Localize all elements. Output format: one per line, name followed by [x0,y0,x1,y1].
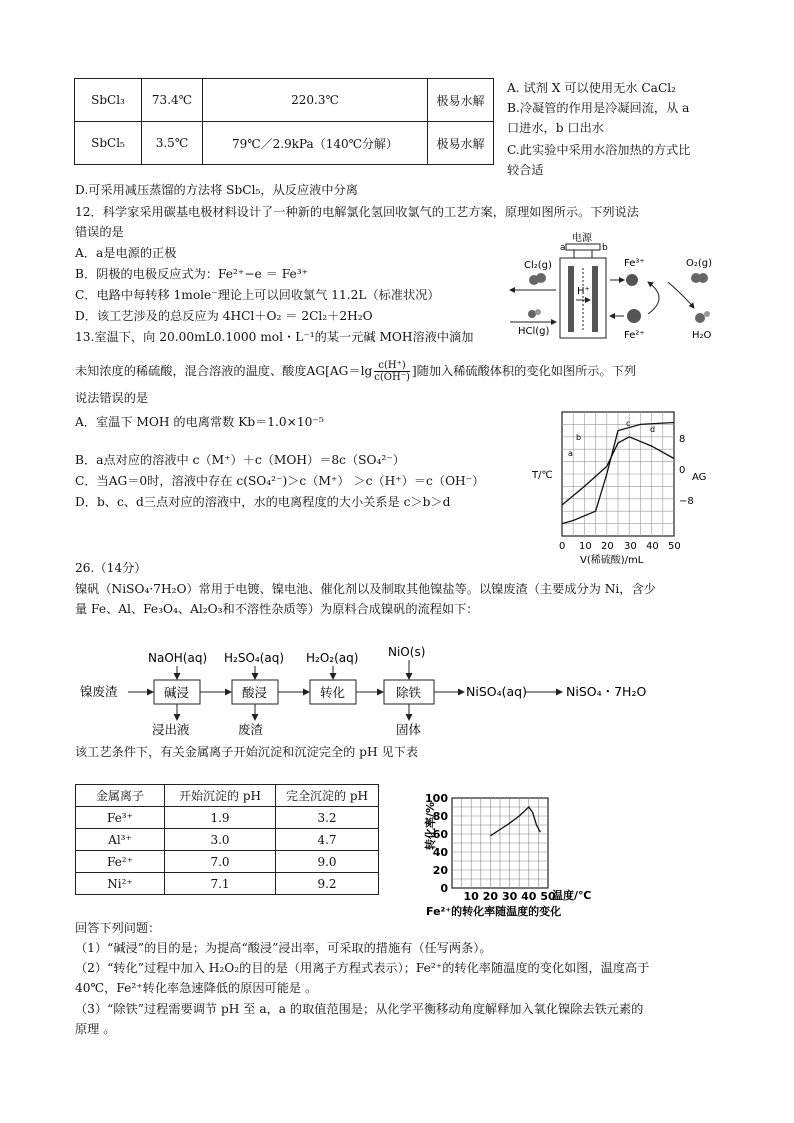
y-tick-label: 0 [440,882,448,895]
point-label-d: d [650,425,656,434]
q12-option-b: B．阴极的电极反应式为：Fe²⁺−e ＝ Fe³⁺ [75,267,309,281]
table-cell: 3.5℃ [142,122,203,165]
x-tick-label: 30 [624,541,637,552]
sub-question-1: （1）“碱浸”的目的是；为提高“酸浸”浸出率，可采取的措施有（任写两条）。 [75,941,492,955]
column-header: 金属离子 [76,785,165,807]
table-cell: 220.3℃ [203,79,428,122]
sub-question-2: （2）“转化”过程中加入 H₂O₂的目的是（用离子方程式表示）；Fe²⁺的转化率随温度的变化如图，温度高于 [75,961,650,975]
q13-stem: 13.室温下，向 20.00mL0.1000 mol・L⁻¹的某一元碱 MOH溶液中滴加 [75,330,474,344]
q26-paragraph-cont: 量 Fe、Al、Fe₃O₄、Al₂O₃和不溶性杂质等）为原料合成镍矾的流程如下： [75,602,479,616]
table-cell: Fe³⁺ [76,807,165,829]
fe2-ion [627,309,641,323]
sub-question-2-cont: 40℃，Fe²⁺转化率急速降低的原因可能是 。 [75,981,318,995]
q11-option-d: D.可采用减压蒸馏的方法将 SbCl₅，从反应液中分离 [75,183,358,197]
table-row [76,829,379,851]
x-tick-label: 30 [501,890,518,903]
output-leachate: 浸出液 [152,722,190,737]
fe3-ion [626,274,638,286]
sb-properties-table [74,78,494,165]
table-row [75,79,494,122]
q11-option-c-cont: 较合适 [507,163,544,177]
point-label-c: c [626,419,631,428]
cycle-arrow [668,282,694,308]
h2o-label: H₂O [692,330,712,341]
q13-stem-cont [75,360,636,383]
y2-tick-label: −8 [679,496,694,507]
q26-paragraph: 镍矾（NiSO₄·7H₂O）常用于电镀、镍电池、催化剂以及制取其他镍盐等。以镍废渣（主要成分为 Ni，含少 [75,582,656,596]
y-tick-label: 80 [432,810,448,823]
x-tick-label: 50 [668,541,681,552]
table-cell: 9.0 [276,851,379,873]
q13-option-a: A．室温下 MOH 的电离常数 Kb＝1.0×10⁻⁵ [75,415,324,429]
step-conversion-label: 转化 [320,685,346,700]
table-cell: 极易水解 [428,122,494,165]
ag-fraction [374,360,410,383]
q12-option-d: D．该工艺涉及的总反应为 4HCl＋O₂ ＝ 2Cl₂＋2H₂O [75,309,373,323]
y2-tick-label: 0 [679,465,686,476]
y2-axis-label: AG [692,472,707,483]
ph-table [75,784,379,895]
step-acid-leach-label: 酸浸 [242,685,268,700]
titration-chart [530,406,710,566]
table-cell: Al³⁺ [76,829,165,851]
process-flowchart [78,640,678,740]
reagent-h2o2: H₂O₂(aq) [306,651,359,665]
h2o-molecule [695,313,705,323]
table-cell: 1.9 [165,807,276,829]
cl2-label: Cl₂(g) [524,260,552,271]
sub-question-3: （3）“除铁”过程需要调节 pH 至 a，a 的取值范围是；从化学平衡移动角度解释加入氧化镍除去铁元素的 [75,1002,644,1016]
terminal-a-label: a [560,243,566,253]
table-header-row [76,785,379,807]
q12-stem: 12．科学家采用碳基电极材料设计了一种新的电解氯化氢回收氯气的工艺方案，原理如图所示。下列说法 [75,205,639,219]
cathode-electrode [592,266,598,332]
table-cell: 极易水解 [428,79,494,122]
power-source [566,244,600,250]
table-cell: SbCl₅ [75,122,142,165]
o2-molecule [698,273,708,283]
column-header: 开始沉淀的 pH [165,785,276,807]
y2-tick-label: 8 [679,434,686,445]
q11-option-b: B.冷凝管的作用是冷凝回流，从 a [507,101,690,115]
table-cell: 73.4℃ [142,79,203,122]
product-nickel-sulfate-solution: NiSO₄(aq) [466,684,527,699]
h2o-molecule [704,311,710,317]
fe2-label: Fe²⁺ [624,330,645,341]
column-header: 完全沉淀的 pH [276,785,379,807]
o2-label: O₂(g) [686,258,713,269]
reagent-h2so4: H₂SO₄(aq) [224,651,285,665]
y-tick-label: 40 [432,846,448,859]
table-row [76,807,379,829]
flow-start: 镍废渣 [80,684,118,699]
x-tick-label: 20 [601,541,614,552]
table-row [76,873,379,895]
table-cell: 79℃／2.9kPa（140℃分解） [203,122,428,165]
x-tick-label: 0 [559,541,566,552]
y-axis-label: T/℃ [532,470,553,481]
table-cell: 7.1 [165,873,276,895]
q26-title: 26.（14分） [75,561,147,575]
x-tick-label: 20 [482,890,499,903]
point-label-b: b [576,433,582,442]
table-row [75,122,494,165]
x-tick-label: 10 [463,890,479,903]
reagent-naoh: NaOH(aq) [148,651,208,665]
fraction-denominator: c(OH⁻) [374,372,410,383]
hcl-molecule [535,309,541,315]
terminal-b-label: b [602,243,608,253]
table-cell: SbCl₃ [75,79,142,122]
point-label-a: a [568,449,573,458]
electrolysis-diagram [488,228,728,348]
q13-option-b: B．a点对应的溶液中 c（M⁺）＋c（MOH）＝8c（SO₄²⁻） [75,453,405,467]
q12-option-a: A．a是电源的正极 [75,246,177,260]
x-tick-label: 10 [579,541,592,552]
power-source-label: 电源 [572,233,592,244]
output-waste-residue: 废渣 [238,722,264,737]
q13-stem-part: ]随加入稀硫酸体积的变化如图所示。下列 [411,364,637,378]
reagent-nio: NiO(s) [388,645,426,659]
table-cell: Ni²⁺ [76,873,165,895]
answer-heading: 回答下列问题： [75,921,161,935]
q13-stem-cont: 说法错误的是 [75,391,149,405]
output-solid: 固体 [396,722,422,737]
q13-option-d: D．b、c、d三点对应的溶液中，水的电离程度的大小关系是 c＞b＞d [75,495,451,509]
chart-title: Fe²⁺的转化率随温度的变化 [426,905,562,918]
x-axis-label: 温度/℃ [552,889,592,902]
product-nickel-sulfate-heptahydrate: NiSO₄・7H₂O [566,684,647,699]
table-cell: 7.0 [165,851,276,873]
conversion-series-line [490,807,540,836]
hcl-molecule [528,310,536,318]
y-tick-label: 100 [425,792,448,805]
table-cell: Fe²⁺ [76,851,165,873]
x-tick-label: 40 [646,541,659,552]
q11-option-b-cont: 口进水，b 口出水 [507,121,604,135]
q12-stem-cont: 错误的是 [75,225,124,239]
q11-option-c: C.此实验中采用水浴加热的方式比 [507,143,691,157]
table-cell: 4.7 [276,829,379,851]
y-axis-label: 转化率/% [424,801,437,850]
step-alkali-leach-label: 碱浸 [164,685,190,700]
table-intro: 该工艺条件下，有关金属离子开始沉淀和沉淀完全的 pH 见下表 [75,745,419,759]
x-tick-label: 50 [540,890,556,903]
cl2-molecule [536,273,546,283]
anode-electrode [568,266,574,332]
fe3-label: Fe³⁺ [624,258,645,269]
x-axis-label: V(稀硫酸)/mL [580,555,644,566]
q13-stem-part: 未知浓度的稀硫酸，混合溶液的温度、酸度AG[AG＝lg [75,364,373,378]
q11-option-a: A. 试剂 X 可以使用无水 CaCl₂ [507,81,677,95]
hcl-label: HCl(g) [518,326,550,337]
conversion-rate-chart [402,790,602,922]
step-iron-removal-label: 除铁 [396,685,422,700]
y-tick-label: 20 [432,864,448,877]
q12-option-c: C．电路中每转移 1mole⁻理论上可以回收氯气 11.2L（标准状况） [75,288,440,302]
chart-grid [452,798,548,888]
q13-option-c: C．当AG＝0时，溶液中存在 c(SO₄²⁻)＞c（M⁺） ＞c（H⁺）＝c（OH⁻） [75,474,485,488]
x-tick-label: 40 [521,890,537,903]
x-tick-labels [464,890,556,903]
y-tick-label: 60 [432,828,448,841]
table-cell: 9.2 [276,873,379,895]
table-cell: 3.0 [165,829,276,851]
table-cell: 3.2 [276,807,379,829]
fraction-numerator: c(H⁺) [374,360,410,372]
table-row [76,851,379,873]
sub-question-3-cont: 原理 。 [75,1022,116,1036]
h-plus-label: H⁺ [577,286,590,297]
cycle-arrow [648,282,659,314]
